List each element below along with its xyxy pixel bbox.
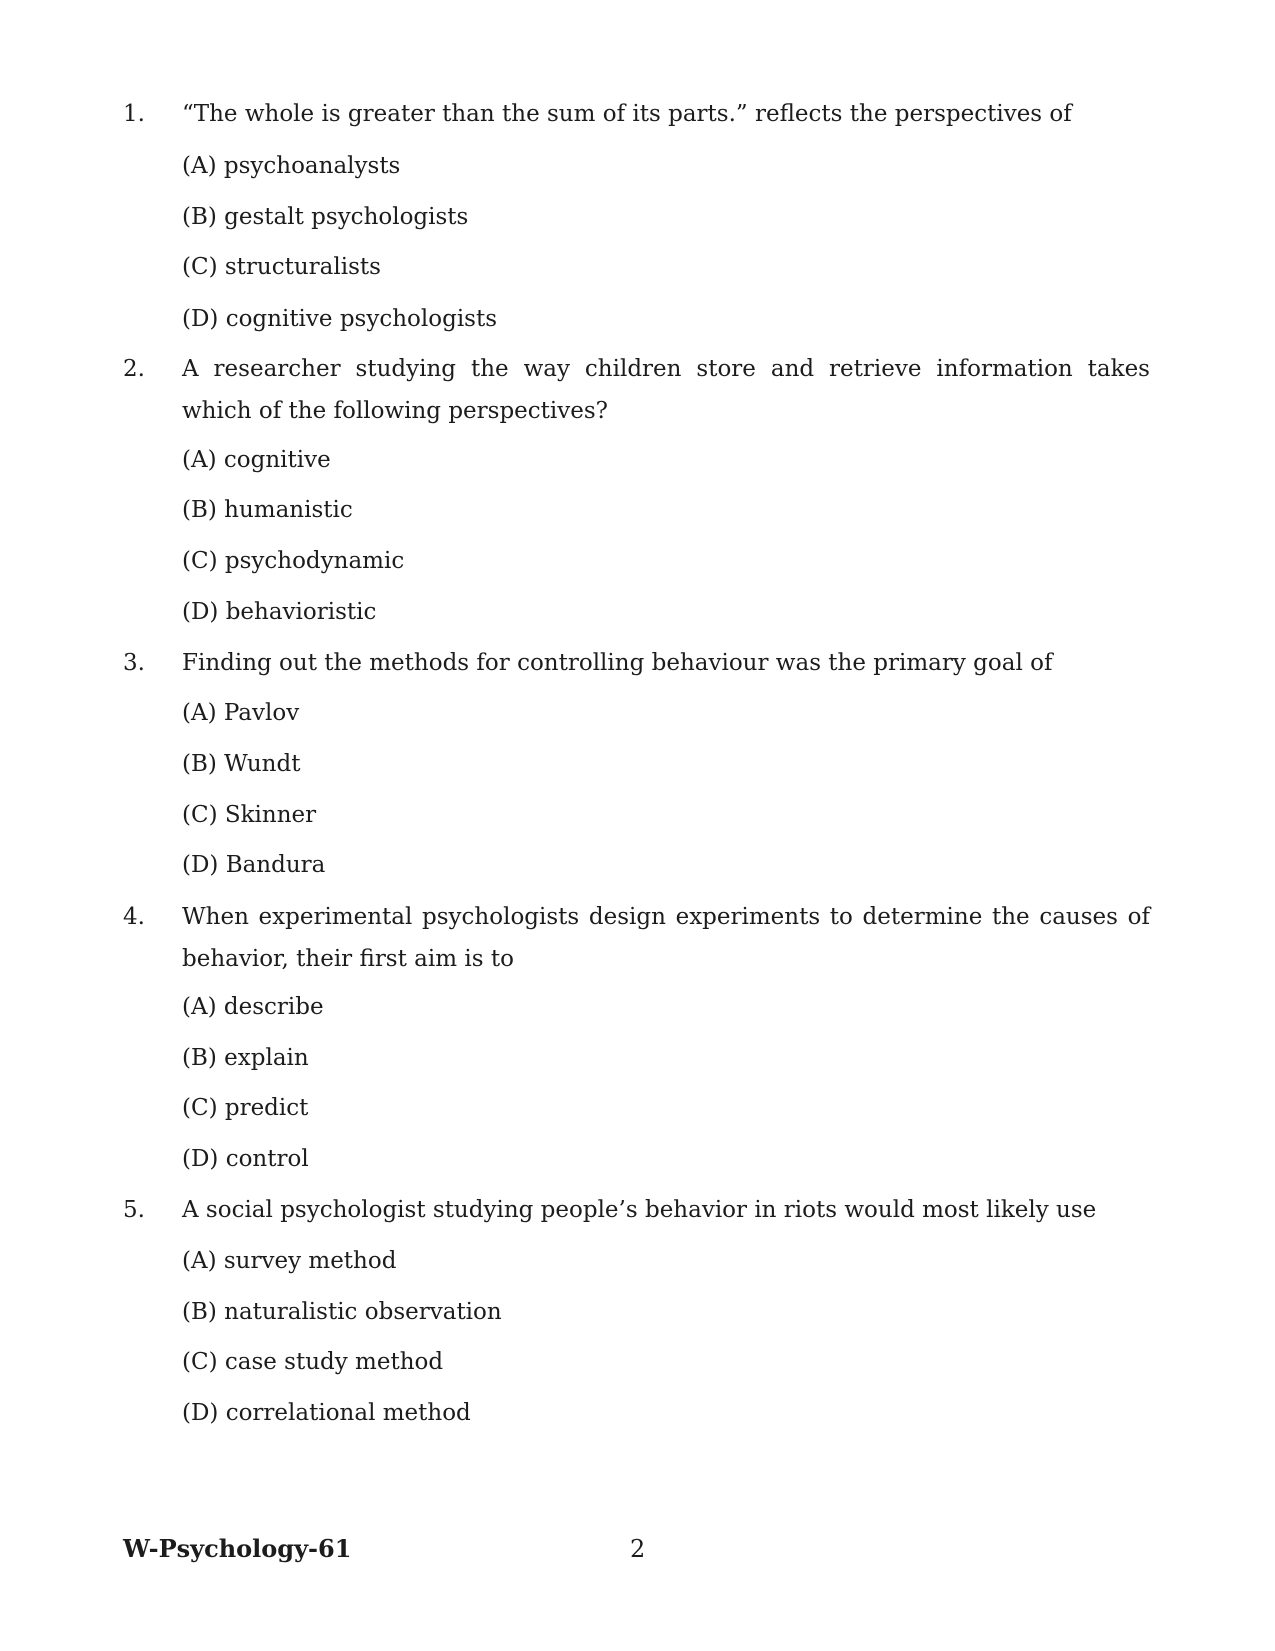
option-a: (A) survey method (182, 1248, 397, 1274)
option-b: (B) explain (182, 1045, 309, 1071)
option-c: (C) Skinner (182, 802, 317, 828)
option-a: (A) Pavlov (182, 700, 300, 726)
option-d: (D) correlational method (182, 1400, 471, 1426)
question-number: 2. (123, 356, 145, 382)
option-b: (B) gestalt psychologists (182, 204, 469, 230)
option-b: (B) naturalistic observation (182, 1299, 502, 1325)
question-text: Finding out the methods for controlling behaviour was the primary goal of (182, 650, 1053, 676)
option-b: (B) Wundt (182, 751, 301, 777)
option-d: (D) control (182, 1146, 309, 1172)
option-a: (A) cognitive (182, 447, 331, 473)
option-c: (C) psychodynamic (182, 548, 405, 574)
question-number: 5. (123, 1197, 145, 1223)
option-c: (C) predict (182, 1095, 309, 1121)
exam-code: W-Psychology-61 (123, 1534, 352, 1563)
question-number: 3. (123, 650, 145, 676)
option-d: (D) Bandura (182, 852, 326, 878)
question-number: 4. (123, 904, 145, 930)
question-text: A social psychologist studying people’s behavior in riots would most likely use (182, 1197, 1097, 1223)
question-text: “The whole is greater than the sum of its parts.” reflects the perspectives of (182, 101, 1072, 127)
question-number: 1. (123, 101, 145, 127)
option-d: (D) cognitive psychologists (182, 306, 498, 332)
option-c: (C) structuralists (182, 254, 381, 280)
page-number: 2 (630, 1535, 646, 1563)
option-d: (D) behavioristic (182, 599, 377, 625)
option-a: (A) describe (182, 994, 324, 1020)
option-b: (B) humanistic (182, 497, 353, 523)
option-c: (C) case study method (182, 1349, 444, 1375)
question-text: A researcher studying the way children store and retrieve information takes which of the following perspectives? (182, 356, 1150, 424)
question-text: When experimental psychologists design experiments to determine the causes of behavior, their first aim is to (182, 904, 1150, 972)
option-a: (A) psychoanalysts (182, 153, 401, 179)
